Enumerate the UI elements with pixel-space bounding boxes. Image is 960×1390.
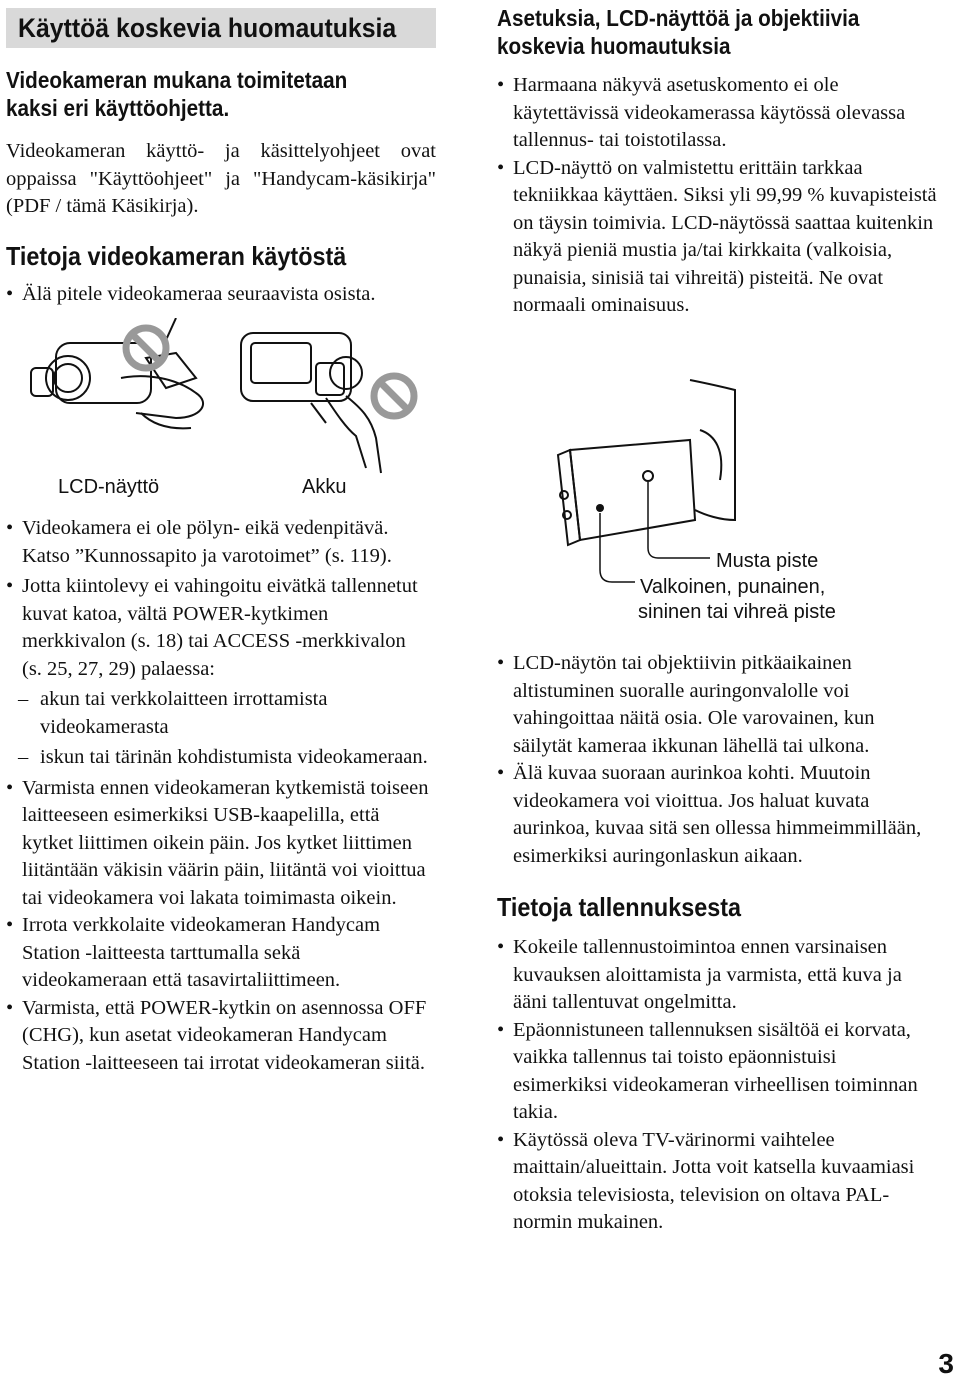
colored-dot xyxy=(643,471,653,481)
label-colored-dot-1: Valkoinen, punainen, xyxy=(640,576,826,598)
bullet-failed-recording: • Epäonnistuneen tallennuksen sisältöä ei korvata, vaikka tallennus tai toisto epäonnistuisi esimerkiksi videokameran virheellisen toiminnan takia. xyxy=(497,1017,929,1127)
bullet-adapter: • Irrota verkkolaite videokameran Handycam Station -laitteesta tarttumalla sekä videokameraan että tasavirtaliittimeen. xyxy=(6,912,430,995)
usage-bullet: • Älä pitele videokameraa seuraavista osista. xyxy=(6,281,436,309)
label-black-dot: Musta piste xyxy=(716,550,819,572)
usage-heading: Tietoja videokameran käytöstä xyxy=(6,240,347,271)
bullet-dustproof: • Videokamera ei ole pölyn- eikä vedenpitävä. Katso ”Kunnossapito ja varotoimet” (s. 119). xyxy=(6,515,430,570)
bullet-sun: • Älä kuvaa suoraan aurinkoa kohti. Muutoin videokamera voi vioittua. Jos haluat kuvata aurinkoa, kuvaa sitä sen ollessa himmeimmillään, esimerkiksi auringonlaskun aikaan. xyxy=(497,760,929,870)
dash-item-shock: – iskun tai tärinän kohdistumista videokameraan. xyxy=(6,744,430,772)
section-title: Käyttöä koskevia huomautuksia xyxy=(18,12,397,43)
manuals-text: Videokameran käyttö- ja käsittelyohjeet ovat oppaissa "Käyttöohjeet" ja "Handycam-käsikirja" (PDF / tämä Käsikirja). xyxy=(6,140,436,217)
page-number: 3 xyxy=(938,1348,954,1379)
bullet-harddisk: • Jotta kiintolevy ei vahingoitu eivätkä tallennetut kuvat katoa, vältä POWER-kytkimen merkkivalon (s. 18) tai ACCESS -merkkivalon (s. 25, 27, 29) palaessa: xyxy=(6,573,430,683)
black-dot xyxy=(596,504,604,512)
recording-heading: Tietoja tallennuksesta xyxy=(497,892,742,922)
bullet-tv-standard: • Käytössä oleva TV-värinormi vaihtelee maittain/alueittain. Jotta voit katsella kuvaamiasi otoksia televisiosta, television on oltava PAL-normin mukainen. xyxy=(497,1127,929,1237)
bullet-connector: • Varmista ennen videokameran kytkemistä toiseen laitteeseen esimerkiksi USB-kaapelilla, että kytket liittimen oikein päin. Jos kytket liittimen liitäntään väkisin väärin päin, liitäntä voi vioittua tai videokamera voi lakata toimimasta oikein. xyxy=(6,775,430,913)
label-akku: Akku xyxy=(302,476,347,498)
left-column xyxy=(6,8,436,308)
right-column xyxy=(497,0,937,320)
left-bullets xyxy=(6,515,430,1077)
bullet-sunlight: • LCD-näytön tai objektiivin pitkäaikainen altistuminen suoralle auringonvalolle voi vahingoittaa näitä osia. Ole varovainen, kun säilytät kameraa ikkunan lähellä tai ulkona. xyxy=(497,650,929,760)
right-bullets-lower xyxy=(497,650,929,1237)
label-colored-dot-2: sininen tai vihreä piste xyxy=(638,601,836,623)
prohibited-icon xyxy=(126,328,166,368)
bullet-lcd-pixels: • LCD-näyttö on valmistettu erittäin tarkkaa tekniikkaa käyttäen. Siksi yli 99,99 % kuvapisteistä on täysin toimivia. LCD-näytössä saattaa kuitenkin näkyä pieniä mustia ja/tai kirkkaita (valkoisia, punaisia, sinisiä tai vihreitä) pisteitä. Ne ovat normaali ominaisuus. xyxy=(497,155,937,320)
bullet-test-recording: • Kokeile tallennustoimintoa ennen varsinaisen kuvauksen aloittamista ja varmista, että kuva ja ääni tallentuvat ongelmitta. xyxy=(497,934,929,1017)
lcd-screen-illustration xyxy=(540,370,740,590)
bullet-grey-command: • Harmaana näkyvä asetuskomento ei ole käytettävissä videokamerassa käytössä olevassa tallennus- tai toistotilassa. xyxy=(497,72,937,155)
camcorder-holding-illustration xyxy=(26,318,426,478)
section-title-bar xyxy=(6,8,436,48)
dash-item-battery: – akun tai verkkolaitteen irrottamista videokamerasta xyxy=(6,686,430,741)
manuals-heading: Videokameran mukana toimitetaan kaksi eri käyttöohjetta. xyxy=(6,67,348,121)
settings-heading: Asetuksia, LCD-näyttöä ja objektiivia koskevia huomautuksia xyxy=(497,5,860,59)
label-lcd: LCD-näyttö xyxy=(58,476,160,498)
bullet-power-switch: • Varmista, että POWER-kytkin on asennossa OFF (CHG), kun asetat videokameran Handycam Station -laitteeseen tai irrotat videokameran siitä. xyxy=(6,995,430,1078)
prohibited-icon xyxy=(374,376,414,416)
